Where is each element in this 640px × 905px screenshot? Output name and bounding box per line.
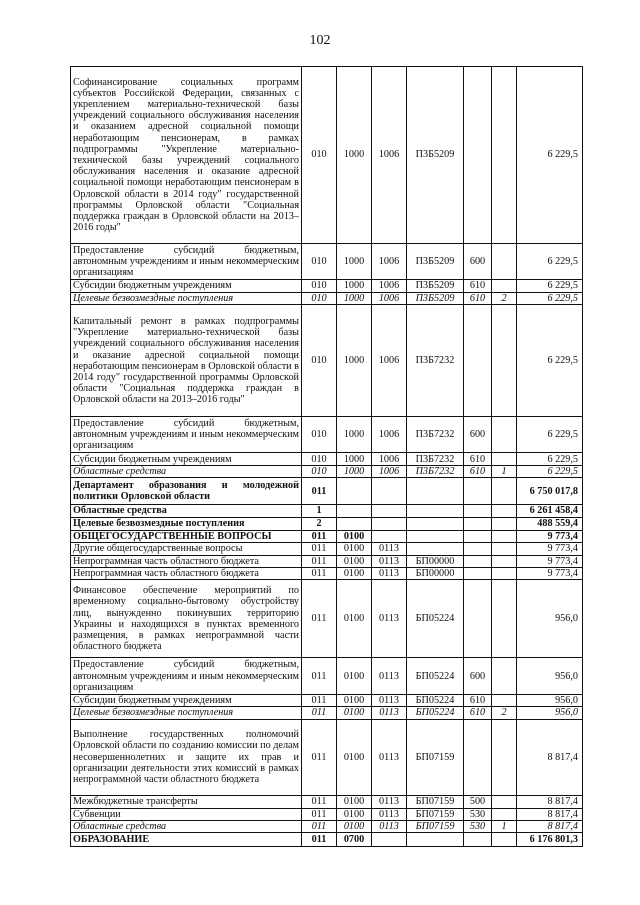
amount: 6 229,5 [517, 466, 583, 478]
amount: 6 750 017,8 [517, 478, 583, 505]
expense-type-code: 600 [464, 417, 492, 453]
amount: 8 817,4 [517, 719, 583, 795]
row-name: Департамент образования и молодежной политики Орловской области [71, 478, 302, 505]
row-name: Субсидии бюджетным учреждениям [71, 453, 302, 466]
section-code: 1000 [337, 305, 372, 417]
expense-type-code [464, 67, 492, 244]
ministry-code: 011 [302, 542, 337, 555]
funding-source-code [492, 280, 517, 293]
row-name: Другие общегосударственные вопросы [71, 542, 302, 555]
amount: 9 773,4 [517, 555, 583, 567]
table-row [71, 719, 583, 795]
ministry-code: 010 [302, 305, 337, 417]
funding-source-code: 2 [492, 707, 517, 719]
table-row [71, 658, 583, 695]
amount: 9 773,4 [517, 530, 583, 542]
table-row [71, 555, 583, 567]
section-code: 0100 [337, 658, 372, 695]
expense-type-code [464, 530, 492, 542]
table-row [71, 417, 583, 453]
section-code: 1000 [337, 280, 372, 293]
row-name: Непрограммная часть областного бюджета [71, 555, 302, 567]
row-name: Непрограммная часть областного бюджета [71, 568, 302, 580]
expense-type-code [464, 580, 492, 658]
ministry-code: 011 [302, 820, 337, 832]
expense-type-code [464, 568, 492, 580]
target-article-code: БП00000 [407, 568, 464, 580]
table-row [71, 808, 583, 820]
target-article-code: П3Б5209 [407, 280, 464, 293]
section-code [337, 517, 372, 530]
table-row [71, 795, 583, 808]
table-row [71, 707, 583, 719]
target-article-code [407, 542, 464, 555]
table-row [71, 530, 583, 542]
funding-source-code [492, 244, 517, 280]
table-row [71, 505, 583, 517]
target-article-code: БП05224 [407, 707, 464, 719]
subsection-code: 0113 [372, 707, 407, 719]
target-article-code: П3Б7232 [407, 466, 464, 478]
row-name: Целевые безвозмездные поступления [71, 517, 302, 530]
target-article-code: П3Б7232 [407, 417, 464, 453]
subsection-code: 0113 [372, 808, 407, 820]
amount: 6 229,5 [517, 305, 583, 417]
subsection-code: 0113 [372, 542, 407, 555]
subsection-code: 1006 [372, 417, 407, 453]
section-code [337, 478, 372, 505]
amount: 6 229,5 [517, 244, 583, 280]
ministry-code: 2 [302, 517, 337, 530]
amount: 8 817,4 [517, 820, 583, 832]
expense-type-code: 610 [464, 707, 492, 719]
ministry-code: 010 [302, 244, 337, 280]
amount: 8 817,4 [517, 808, 583, 820]
target-article-code: П3Б5209 [407, 244, 464, 280]
section-code: 0100 [337, 568, 372, 580]
section-code: 1000 [337, 466, 372, 478]
ministry-code: 011 [302, 833, 337, 847]
table-row [71, 580, 583, 658]
subsection-code: 0113 [372, 719, 407, 795]
ministry-code: 010 [302, 417, 337, 453]
table-row [71, 478, 583, 505]
expense-type-code: 610 [464, 695, 492, 707]
table-row [71, 833, 583, 847]
row-name: ОБЩЕГОСУДАРСТВЕННЫЕ ВОПРОСЫ [71, 530, 302, 542]
amount: 6 229,5 [517, 67, 583, 244]
funding-source-code [492, 542, 517, 555]
table-row [71, 67, 583, 244]
subsection-code [372, 517, 407, 530]
target-article-code: БП05224 [407, 580, 464, 658]
subsection-code: 1006 [372, 293, 407, 305]
funding-source-code: 1 [492, 820, 517, 832]
subsection-code [372, 833, 407, 847]
ministry-code: 011 [302, 719, 337, 795]
target-article-code [407, 505, 464, 517]
section-code: 1000 [337, 453, 372, 466]
page-number: 102 [309, 33, 331, 48]
subsection-code: 0113 [372, 695, 407, 707]
target-article-code: БП05224 [407, 695, 464, 707]
target-article-code: П3Б7232 [407, 305, 464, 417]
target-article-code: БП05224 [407, 658, 464, 695]
table-row [71, 293, 583, 305]
section-code: 0100 [337, 555, 372, 567]
funding-source-code [492, 67, 517, 244]
row-name: Целевые безвозмездные поступления [71, 707, 302, 719]
expense-type-code [464, 719, 492, 795]
ministry-code: 010 [302, 280, 337, 293]
funding-source-code [492, 517, 517, 530]
table-row [71, 517, 583, 530]
expense-type-code [464, 478, 492, 505]
subsection-code: 1006 [372, 453, 407, 466]
ministry-code: 011 [302, 478, 337, 505]
section-code: 0100 [337, 542, 372, 555]
table-row [71, 244, 583, 280]
ministry-code: 011 [302, 695, 337, 707]
table-row [71, 542, 583, 555]
funding-source-code: 1 [492, 466, 517, 478]
ministry-code: 011 [302, 808, 337, 820]
subsection-code: 0113 [372, 820, 407, 832]
funding-source-code [492, 568, 517, 580]
section-code: 0100 [337, 820, 372, 832]
row-name: Финансовое обеспечение мероприятий по временному социально-бытовому обустройству лиц, вынужденно покинувших территорию Украины и находящихся в пунктах временного размещения, в рамках непрограммной части областного бюджета [71, 580, 302, 658]
funding-source-code [492, 658, 517, 695]
table-row [71, 466, 583, 478]
section-code: 1000 [337, 417, 372, 453]
expense-type-code [464, 517, 492, 530]
budget-table [70, 66, 583, 847]
target-article-code: БП00000 [407, 555, 464, 567]
expense-type-code: 530 [464, 820, 492, 832]
amount: 6 261 458,4 [517, 505, 583, 517]
row-name: Капитальный ремонт в рамках подпрограммы "Укрепление материально-технической базы учреждений социального обслуживания населения и оказание адресной социальной помощи неработающим пенсионерам в Орловской области в 2014 году" государственной программы Орловской области "Социальная поддержка граждан в Орловской области на 2013–2016 годы" [71, 305, 302, 417]
subsection-code: 1006 [372, 67, 407, 244]
row-name: Межбюджетные трансферты [71, 795, 302, 808]
row-name: Областные средства [71, 505, 302, 517]
section-code: 0100 [337, 808, 372, 820]
target-article-code: П3Б5209 [407, 293, 464, 305]
section-code: 0100 [337, 530, 372, 542]
funding-source-code: 2 [492, 293, 517, 305]
section-code: 0100 [337, 695, 372, 707]
expense-type-code [464, 833, 492, 847]
subsection-code: 1006 [372, 244, 407, 280]
expense-type-code [464, 505, 492, 517]
funding-source-code [492, 478, 517, 505]
ministry-code: 010 [302, 466, 337, 478]
ministry-code: 011 [302, 795, 337, 808]
subsection-code: 0113 [372, 555, 407, 567]
table-row [71, 568, 583, 580]
target-article-code: П3Б7232 [407, 453, 464, 466]
row-name: Выполнение государственных полномочий Орловской области по созданию комиссии по делам несовершеннолетних и защите их прав и организации деятельности этих комиссий в рамках непрограммной части областного бюджета [71, 719, 302, 795]
amount: 488 559,4 [517, 517, 583, 530]
subsection-code [372, 505, 407, 517]
row-name: Предоставление субсидий бюджетным, автономным учреждениям и иным некоммерческим организациям [71, 244, 302, 280]
amount: 9 773,4 [517, 568, 583, 580]
funding-source-code [492, 795, 517, 808]
row-name: ОБРАЗОВАНИЕ [71, 833, 302, 847]
ministry-code: 011 [302, 707, 337, 719]
funding-source-code [492, 530, 517, 542]
amount: 6 229,5 [517, 453, 583, 466]
target-article-code: БП07159 [407, 820, 464, 832]
expense-type-code: 530 [464, 808, 492, 820]
target-article-code [407, 517, 464, 530]
table-row [71, 820, 583, 832]
row-name: Субвенции [71, 808, 302, 820]
row-name: Софинансирование социальных программ субъектов Российской Федерации, связанных с укреплением материально-технической базы учреждений социального обслуживания населения и оказанием адресной социальной помощи неработающим пенсионерам, в рамках подпрограммы "Укрепление материально-технической базы учреждений социального обслуживания населения и оказание адресной социальной помощи неработающим пенсионерам в Орловской области в 2014 году" государственной программы Орловской области "Социальная поддержка граждан в Орловской области на 2013–2016 годы" [71, 67, 302, 244]
section-code: 0100 [337, 795, 372, 808]
expense-type-code: 610 [464, 453, 492, 466]
funding-source-code [492, 505, 517, 517]
amount: 956,0 [517, 695, 583, 707]
expense-type-code [464, 555, 492, 567]
ministry-code: 011 [302, 568, 337, 580]
target-article-code: БП07159 [407, 795, 464, 808]
funding-source-code [492, 305, 517, 417]
amount: 8 817,4 [517, 795, 583, 808]
ministry-code: 011 [302, 580, 337, 658]
ministry-code: 011 [302, 530, 337, 542]
amount: 956,0 [517, 658, 583, 695]
subsection-code [372, 478, 407, 505]
subsection-code: 0113 [372, 795, 407, 808]
amount: 6 229,5 [517, 280, 583, 293]
expense-type-code [464, 305, 492, 417]
amount: 9 773,4 [517, 542, 583, 555]
section-code: 0100 [337, 719, 372, 795]
table-row [71, 695, 583, 707]
funding-source-code [492, 719, 517, 795]
subsection-code: 1006 [372, 466, 407, 478]
target-article-code: БП07159 [407, 808, 464, 820]
section-code [337, 505, 372, 517]
section-code: 0100 [337, 707, 372, 719]
subsection-code: 1006 [372, 305, 407, 417]
expense-type-code: 600 [464, 658, 492, 695]
amount: 956,0 [517, 580, 583, 658]
row-name: Предоставление субсидий бюджетным, автономным учреждениям и иным некоммерческим организациям [71, 417, 302, 453]
expense-type-code: 610 [464, 280, 492, 293]
expense-type-code: 610 [464, 293, 492, 305]
expense-type-code: 500 [464, 795, 492, 808]
subsection-code: 1006 [372, 280, 407, 293]
row-name: Субсидии бюджетным учреждениям [71, 280, 302, 293]
funding-source-code [492, 833, 517, 847]
amount: 6 229,5 [517, 417, 583, 453]
target-article-code [407, 833, 464, 847]
section-code: 1000 [337, 244, 372, 280]
expense-type-code [464, 542, 492, 555]
row-name: Целевые безвозмездные поступления [71, 293, 302, 305]
funding-source-code [492, 555, 517, 567]
section-code: 0700 [337, 833, 372, 847]
ministry-code: 1 [302, 505, 337, 517]
subsection-code: 0113 [372, 568, 407, 580]
table-row [71, 453, 583, 466]
amount: 956,0 [517, 707, 583, 719]
amount: 6 229,5 [517, 293, 583, 305]
ministry-code: 010 [302, 293, 337, 305]
funding-source-code [492, 580, 517, 658]
table-row [71, 280, 583, 293]
funding-source-code [492, 453, 517, 466]
expense-type-code: 610 [464, 466, 492, 478]
target-article-code [407, 478, 464, 505]
amount: 6 176 801,3 [517, 833, 583, 847]
subsection-code [372, 530, 407, 542]
table-row [71, 305, 583, 417]
funding-source-code [492, 417, 517, 453]
funding-source-code [492, 695, 517, 707]
ministry-code: 010 [302, 453, 337, 466]
section-code: 1000 [337, 67, 372, 244]
ministry-code: 011 [302, 555, 337, 567]
ministry-code: 010 [302, 67, 337, 244]
target-article-code: П3Б5209 [407, 67, 464, 244]
row-name: Областные средства [71, 820, 302, 832]
subsection-code: 0113 [372, 658, 407, 695]
row-name: Субсидии бюджетным учреждениям [71, 695, 302, 707]
target-article-code: БП07159 [407, 719, 464, 795]
subsection-code: 0113 [372, 580, 407, 658]
row-name: Предоставление субсидий бюджетным, автономным учреждениям и иным некоммерческим организациям [71, 658, 302, 695]
section-code: 1000 [337, 293, 372, 305]
target-article-code [407, 530, 464, 542]
expense-type-code: 600 [464, 244, 492, 280]
row-name: Областные средства [71, 466, 302, 478]
section-code: 0100 [337, 580, 372, 658]
ministry-code: 011 [302, 658, 337, 695]
funding-source-code [492, 808, 517, 820]
